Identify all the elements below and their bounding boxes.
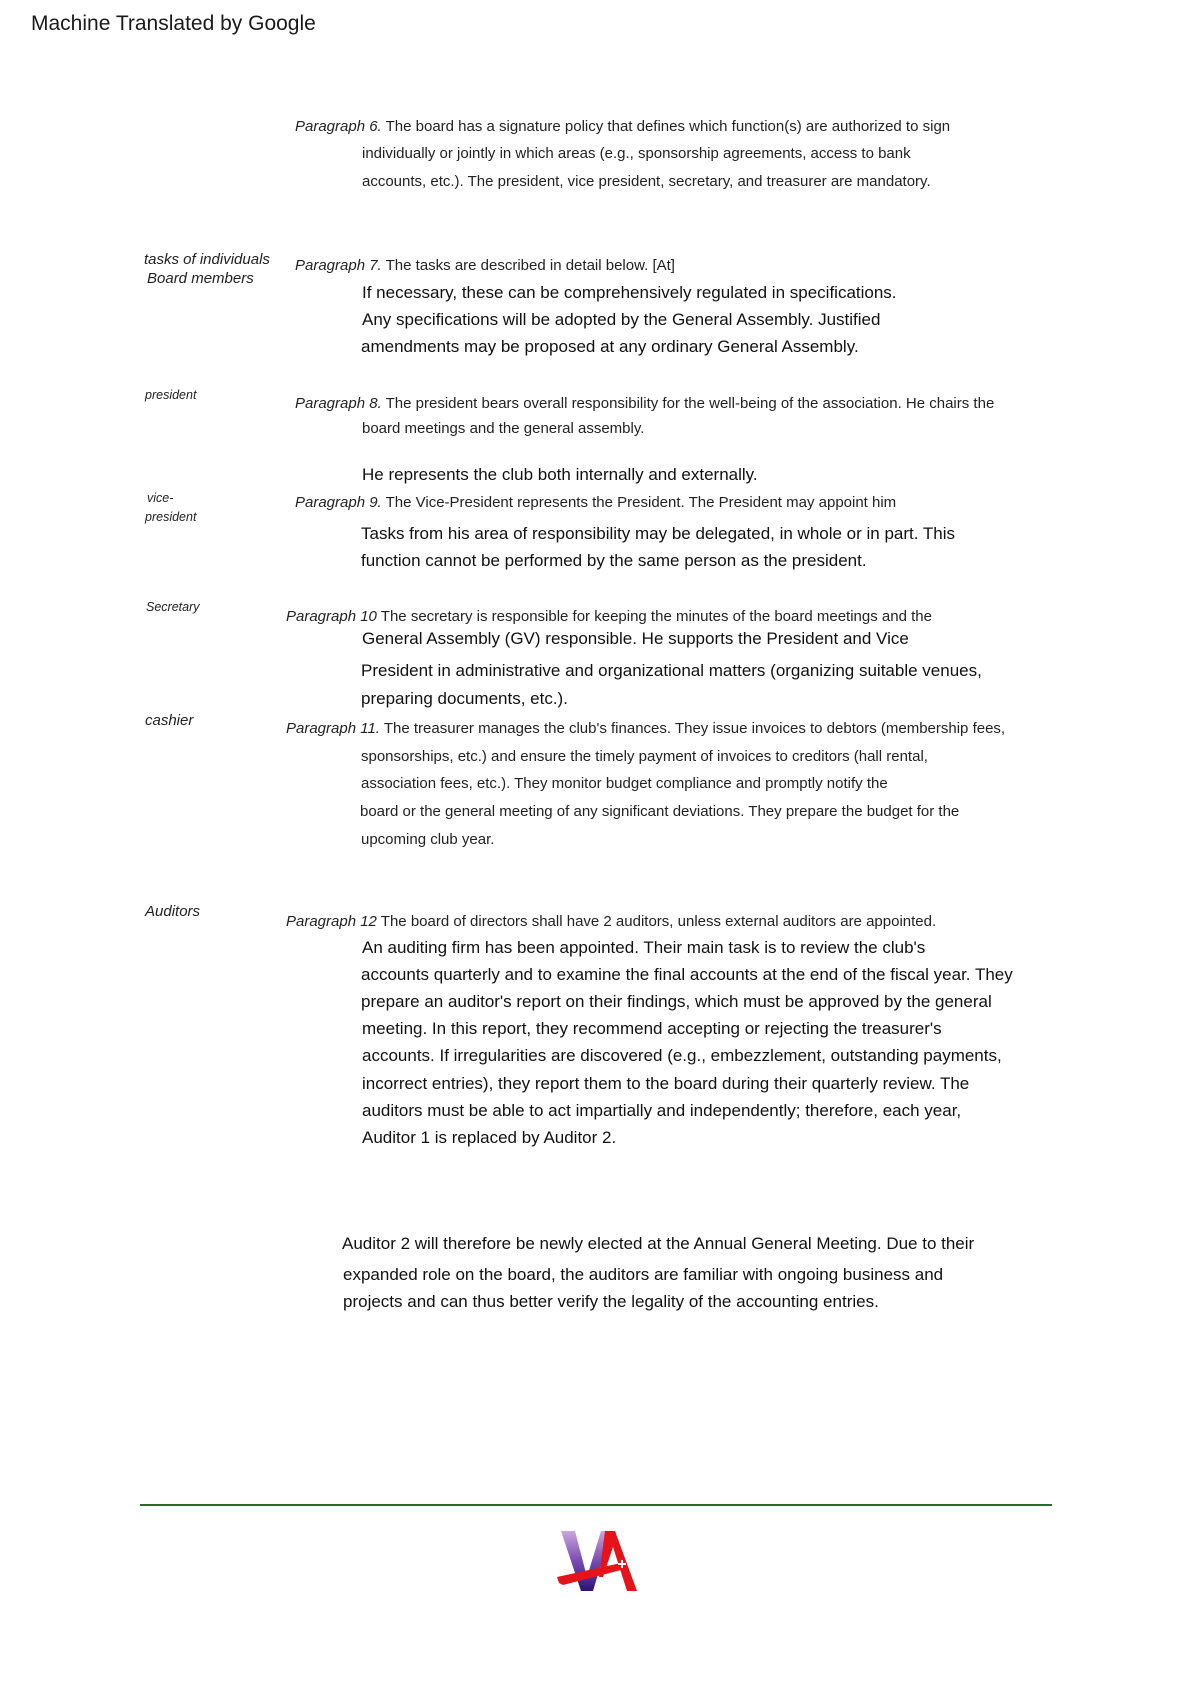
paragraph-11-line-2: sponsorships, etc.) and ensure the timely payment of invoices to creditors (hall rental, <box>361 748 928 765</box>
paragraph-7-line-1 <box>295 257 675 274</box>
va-logo-icon <box>555 1527 640 1595</box>
paragraph-6-text: The board has a signature policy that defines which function(s) are authorized to sign <box>381 118 951 135</box>
margin-label-tasks-line-1: tasks of individuals <box>144 251 270 268</box>
paragraph-9-text: The Vice-President represents the President. The President may appoint him <box>381 494 897 511</box>
paragraph-11-label: Paragraph 11. <box>286 720 380 737</box>
closing-line-2: expanded role on the board, the auditors are familiar with ongoing business and <box>343 1265 944 1284</box>
paragraph-8-line-2: board meetings and the general assembly. <box>362 420 645 437</box>
paragraph-8-line-3: He represents the club both internally and externally. <box>362 465 758 484</box>
paragraph-12-label: Paragraph 12 <box>286 913 377 930</box>
paragraph-12-line-1 <box>286 913 936 930</box>
paragraph-7-line-2: If necessary, these can be comprehensively regulated in specifications. <box>362 283 897 302</box>
paragraph-10-line-1 <box>286 608 932 625</box>
closing-line-1: Auditor 2 will therefore be newly elected at the Annual General Meeting. Due to their <box>342 1234 975 1253</box>
paragraph-9-line-2: Tasks from his area of responsibility may be delegated, in whole or in part. This <box>361 524 956 543</box>
paragraph-6-label: Paragraph 6. <box>295 118 382 135</box>
paragraph-12-line-7: incorrect entries), they report them to the board during their quarterly review. The <box>362 1074 970 1093</box>
paragraph-12-line-6: accounts. If irregularities are discovered (e.g., embezzlement, outstanding payments, <box>362 1046 1002 1065</box>
margin-label-president: president <box>145 388 197 402</box>
paragraph-10-line-2: General Assembly (GV) responsible. He supports the President and Vice <box>362 629 909 648</box>
logo-a-shape <box>599 1531 637 1591</box>
margin-label-tasks-line-2: Board members <box>147 270 254 287</box>
paragraph-12-line-2: An auditing firm has been appointed. Their main task is to review the club's <box>362 938 926 957</box>
paragraph-10-line-4: preparing documents, etc.). <box>361 689 568 708</box>
paragraph-12-line-8: auditors must be able to act impartially and independently; therefore, each year, <box>362 1101 962 1120</box>
footer-divider <box>140 1504 1052 1506</box>
paragraph-11-line-1 <box>286 720 1005 737</box>
paragraph-7-text: The tasks are described in detail below. [At] <box>381 257 675 274</box>
paragraph-6-line-2: individually or jointly in which areas (e.g., sponsorship agreements, access to bank <box>362 145 911 162</box>
paragraph-8-label: Paragraph 8. <box>295 395 382 412</box>
machine-translated-header: Machine Translated by Google <box>31 12 316 35</box>
paragraph-11-line-4: board or the general meeting of any significant deviations. They prepare the budget for the <box>360 803 960 820</box>
paragraph-10-label: Paragraph 10 <box>286 608 377 625</box>
margin-label-vice-line-2: president <box>145 510 197 524</box>
paragraph-6-line-3: accounts, etc.). The president, vice president, secretary, and treasurer are mandatory. <box>362 173 931 190</box>
margin-label-auditors: Auditors <box>145 903 201 920</box>
paragraph-9-line-1 <box>295 494 896 511</box>
paragraph-8-text: The president bears overall responsibility for the well-being of the association. He chairs the <box>381 395 995 412</box>
paragraph-12-line-5: meeting. In this report, they recommend accepting or rejecting the treasurer's <box>362 1019 942 1038</box>
margin-label-secretary: Secretary <box>146 600 200 614</box>
paragraph-11-line-3: association fees, etc.). They monitor budget compliance and promptly notify the <box>361 775 888 792</box>
paragraph-12-line-4: prepare an auditor's report on their findings, which must be approved by the general <box>361 992 992 1011</box>
paragraph-8-line-1 <box>295 395 994 412</box>
closing-line-3: projects and can thus better verify the legality of the accounting entries. <box>343 1292 879 1311</box>
paragraph-12-text: The board of directors shall have 2 auditors, unless external auditors are appointed. <box>376 913 937 930</box>
paragraph-9-line-3: function cannot be performed by the same person as the president. <box>361 551 867 570</box>
paragraph-11-line-5: upcoming club year. <box>361 831 495 848</box>
margin-label-vice-line-1: vice- <box>147 491 174 505</box>
paragraph-10-text: The secretary is responsible for keeping the minutes of the board meetings and the <box>376 608 932 625</box>
paragraph-7-line-4: amendments may be proposed at any ordinary General Assembly. <box>361 337 859 356</box>
paragraph-10-line-3: President in administrative and organizational matters (organizing suitable venues, <box>361 661 982 680</box>
paragraph-7-label: Paragraph 7. <box>295 257 382 274</box>
paragraph-12-line-3: accounts quarterly and to examine the final accounts at the end of the fiscal year. They <box>361 965 1013 984</box>
paragraph-6-line-1 <box>295 118 950 135</box>
paragraph-12-line-9: Auditor 1 is replaced by Auditor 2. <box>362 1128 617 1147</box>
paragraph-7-line-3: Any specifications will be adopted by the General Assembly. Justified <box>362 310 881 329</box>
margin-label-cashier: cashier <box>145 712 194 729</box>
paragraph-9-label: Paragraph 9. <box>295 494 382 511</box>
paragraph-11-text: The treasurer manages the club's finances. They issue invoices to debtors (membership fees, <box>379 720 1006 737</box>
